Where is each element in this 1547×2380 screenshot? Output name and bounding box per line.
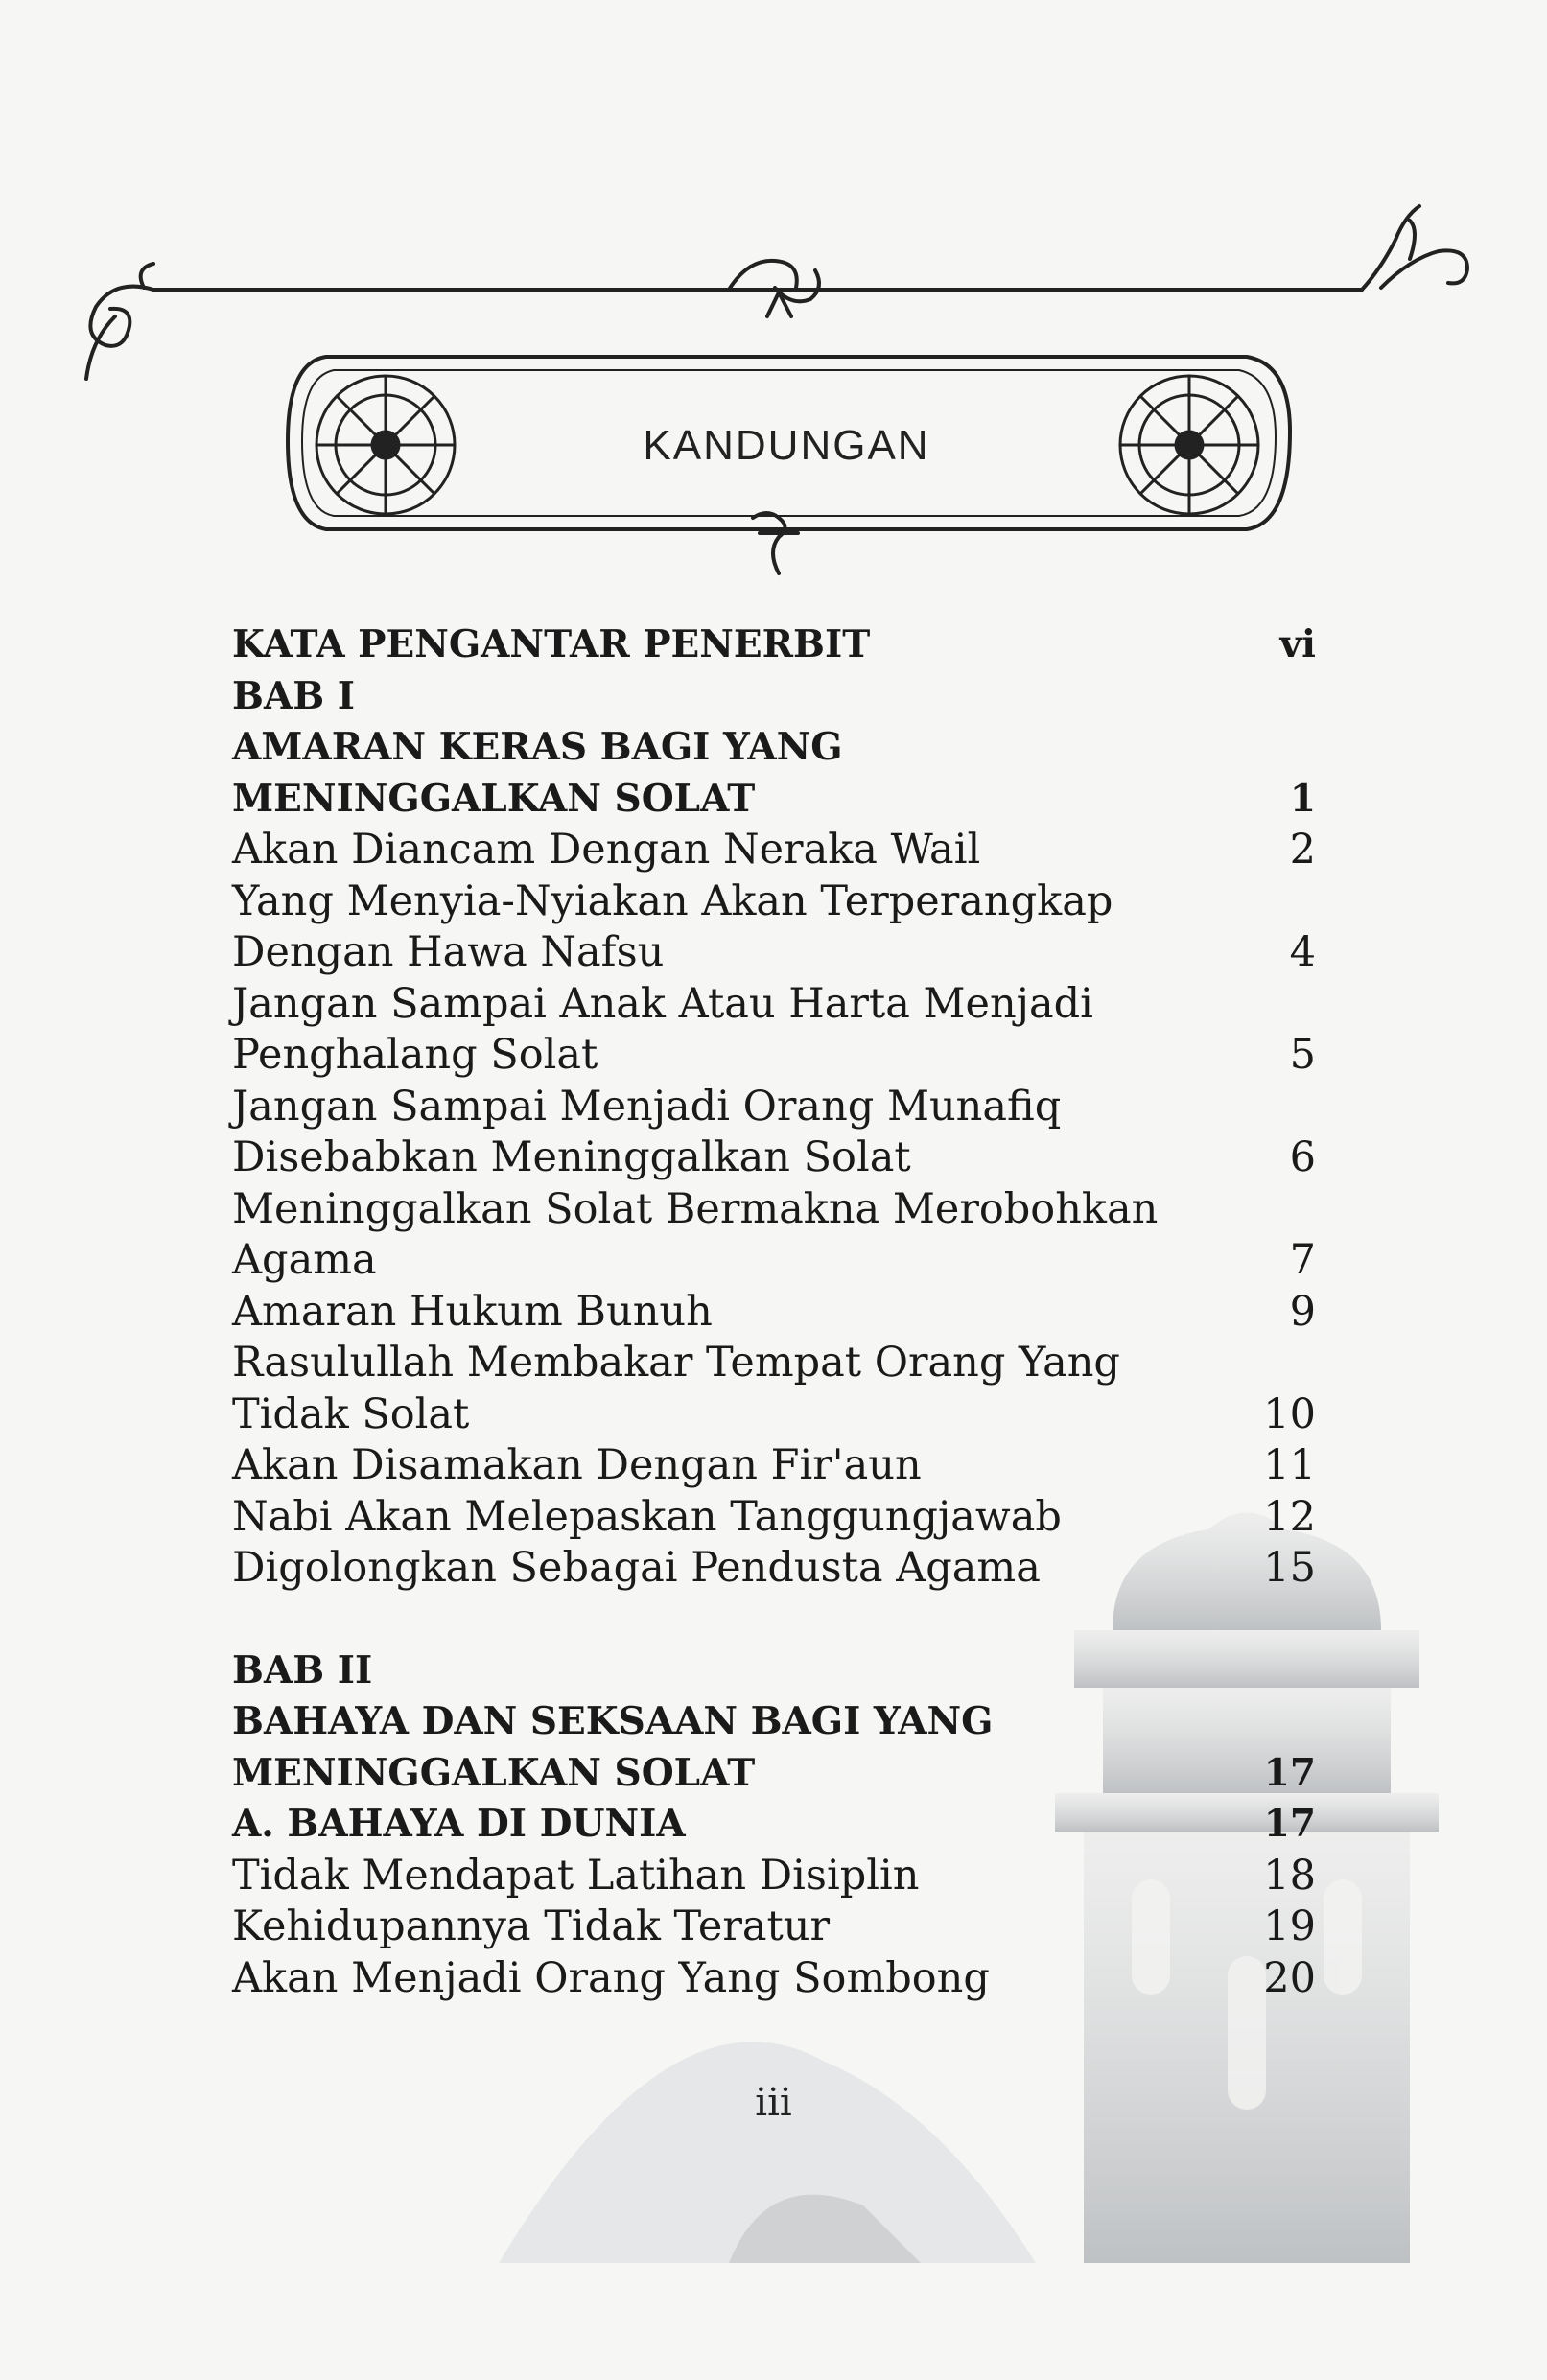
table-of-contents — [232, 619, 1316, 2004]
toc-entry-page: 17 — [1263, 1750, 1316, 1795]
toc-entry-label: Yang Menyia-Nyiakan Akan Terperangkap — [232, 876, 1113, 925]
toc-entry — [232, 1492, 1316, 1544]
toc-entry — [232, 1082, 1316, 1133]
toc-entry — [232, 1235, 1316, 1287]
toc-entry — [232, 671, 1316, 723]
toc-entry — [232, 927, 1316, 979]
toc-entry-label: AMARAN KERAS BAGI YANG — [232, 725, 843, 769]
toc-entry-label: Nabi Akan Melepaskan Tanggungjawab — [232, 1492, 1062, 1541]
toc-entry-label: BAB I — [232, 673, 356, 718]
toc-entry — [232, 1440, 1316, 1492]
toc-entry-page: 5 — [1289, 1031, 1316, 1079]
toc-entry-label: BAB II — [232, 1647, 373, 1692]
toc-entry-label: Disebabkan Meninggalkan Solat — [232, 1133, 911, 1181]
toc-entry-label: Agama — [232, 1236, 377, 1284]
page-number: iii — [755, 2081, 792, 2125]
toc-entry — [232, 1338, 1316, 1389]
toc-entry-label: Penghalang Solat — [232, 1031, 598, 1079]
toc-entry-page: 7 — [1289, 1236, 1316, 1284]
toc-section-bab-ii — [232, 1645, 1316, 2005]
toc-entry-page: 11 — [1263, 1441, 1316, 1489]
toc-entry-page: 15 — [1263, 1544, 1316, 1592]
toc-entry-page: 19 — [1263, 1902, 1316, 1950]
title-frame — [288, 360, 1285, 532]
toc-entry-page: 9 — [1289, 1287, 1316, 1336]
toc-entry — [232, 1799, 1316, 1851]
toc-entry-label: Jangan Sampai Menjadi Orang Munafiq — [232, 1082, 1062, 1131]
toc-entry-page: 18 — [1263, 1851, 1316, 1900]
toc-entry-label: Meninggalkan Solat Bermakna Merobohkan — [232, 1184, 1159, 1233]
toc-entry — [232, 774, 1316, 826]
toc-entry-page: 17 — [1263, 1802, 1316, 1846]
toc-entry — [232, 1645, 1316, 1697]
toc-entry — [232, 1132, 1316, 1184]
toc-entry-label: Dengan Hawa Nafsu — [232, 928, 665, 976]
toc-entry — [232, 722, 1316, 774]
toc-entry — [232, 876, 1316, 928]
toc-entry-label: Tidak Solat — [232, 1389, 470, 1438]
toc-entry — [232, 1953, 1316, 2005]
toc-entry-page: 2 — [1289, 826, 1316, 874]
toc-entry-label: KATA PENGANTAR PENERBIT — [232, 622, 871, 666]
toc-entry — [232, 1696, 1316, 1748]
toc-entry — [232, 1184, 1316, 1236]
toc-entry-label: MENINGGALKAN SOLAT — [232, 776, 756, 821]
toc-entry — [232, 1851, 1316, 1902]
toc-entry — [232, 619, 1316, 671]
toc-entry-label: Amaran Hukum Bunuh — [232, 1287, 713, 1336]
toc-entry — [232, 825, 1316, 876]
toc-entry-label: Kehidupannya Tidak Teratur — [232, 1902, 831, 1950]
toc-entry-page: 20 — [1263, 1953, 1316, 2002]
toc-entry — [232, 1389, 1316, 1441]
toc-entry-label: Rasulullah Membakar Tempat Orang Yang — [232, 1339, 1120, 1387]
toc-entry-label: Jangan Sampai Anak Atau Harta Menjadi — [232, 979, 1093, 1028]
toc-entry — [232, 1543, 1316, 1595]
toc-entry — [232, 1748, 1316, 1800]
toc-entry-page: vi — [1279, 622, 1316, 666]
toc-section-bab-i — [232, 619, 1316, 1595]
toc-entry-label: A. BAHAYA DI DUNIA — [232, 1802, 686, 1846]
section-gap — [232, 1595, 1316, 1645]
toc-entry — [232, 1902, 1316, 1953]
toc-entry-label: BAHAYA DAN SEKSAAN BAGI YANG — [232, 1699, 994, 1743]
toc-entry-label: MENINGGALKAN SOLAT — [232, 1750, 756, 1795]
toc-entry — [232, 979, 1316, 1031]
toc-entry-label: Tidak Mendapat Latihan Disiplin — [232, 1851, 920, 1900]
toc-entry-label: Akan Menjadi Orang Yang Sombong — [232, 1953, 990, 2002]
toc-entry — [232, 1287, 1316, 1339]
toc-entry-page: 6 — [1289, 1133, 1316, 1181]
toc-entry-label: Digolongkan Sebagai Pendusta Agama — [232, 1544, 1041, 1592]
toc-entry-page: 12 — [1263, 1492, 1316, 1541]
toc-entry-page: 1 — [1289, 776, 1316, 821]
toc-entry-page: 10 — [1263, 1389, 1316, 1438]
page-title: KANDUNGAN — [643, 422, 930, 469]
toc-entry-page: 4 — [1289, 928, 1316, 976]
toc-entry-label: Akan Diancam Dengan Neraka Wail — [232, 826, 981, 874]
toc-entry — [232, 1030, 1316, 1082]
toc-entry-label: Akan Disamakan Dengan Fir'aun — [232, 1441, 922, 1489]
